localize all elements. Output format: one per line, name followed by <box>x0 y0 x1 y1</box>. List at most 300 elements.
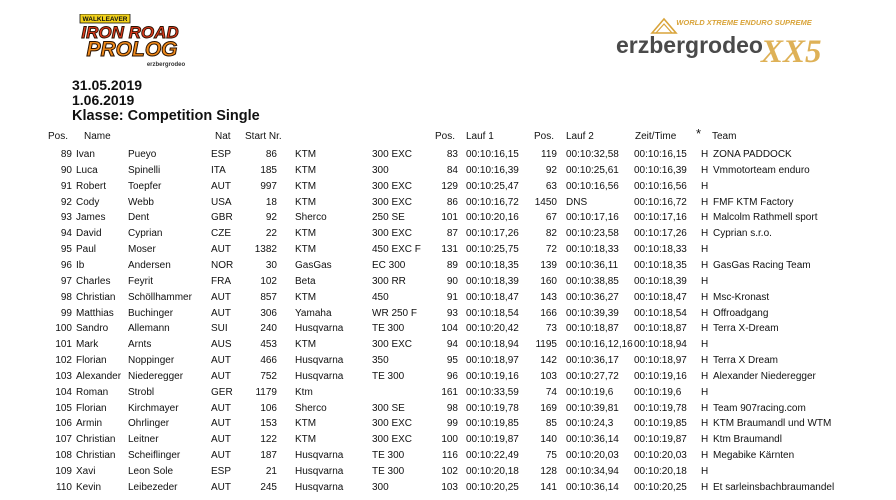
row-pos-lauf2: 140 <box>540 434 557 445</box>
row-model: 300 <box>372 165 389 176</box>
row-flag: H <box>701 212 709 223</box>
row-position: 100 <box>55 323 72 334</box>
row-first-name: Ivan <box>76 149 95 160</box>
row-model: 450 <box>372 292 389 303</box>
row-brand: KTM <box>295 197 317 208</box>
row-best-time: 00:10:18,87 <box>634 323 687 334</box>
row-start-number: 857 <box>260 292 277 303</box>
row-brand: KTM <box>295 228 317 239</box>
row-nation: FRA <box>211 276 231 287</box>
row-position: 104 <box>55 387 72 398</box>
row-pos-lauf1: 91 <box>446 292 458 303</box>
row-first-name: Florian <box>76 403 107 414</box>
row-nation: GBR <box>211 212 233 223</box>
row-last-name: Spinelli <box>128 165 161 176</box>
row-flag: H <box>701 292 709 303</box>
row-last-name: Ohrlinger <box>128 418 170 429</box>
row-last-name: Toepfer <box>128 181 162 192</box>
row-last-name: Leitner <box>128 434 159 445</box>
row-nation: AUT <box>211 482 231 493</box>
row-first-name: Mark <box>76 339 99 350</box>
row-first-name: Alexander <box>76 371 122 382</box>
row-time-lauf2: 00:10:19,6 <box>566 387 614 398</box>
row-last-name: Scheiflinger <box>128 450 181 461</box>
row-nation: AUT <box>211 403 231 414</box>
row-last-name: Pueyo <box>128 149 157 160</box>
row-time-lauf1: 00:10:22,49 <box>466 450 519 461</box>
row-time-lauf1: 00:10:20,42 <box>466 323 519 334</box>
row-pos-lauf1: 94 <box>446 339 458 350</box>
erzbergrodeo-logo <box>612 14 827 72</box>
row-first-name: Florian <box>76 355 107 366</box>
row-time-lauf1: 00:10:20,18 <box>466 466 519 477</box>
row-start-number: 106 <box>260 403 277 414</box>
row-position: 93 <box>60 212 72 223</box>
row-position: 101 <box>55 339 72 350</box>
row-start-number: 466 <box>260 355 277 366</box>
row-best-time: 00:10:18,33 <box>634 244 687 255</box>
row-pos-lauf1: 131 <box>441 244 458 255</box>
row-time-lauf2: 00:10:36,14 <box>566 434 619 445</box>
row-team: Malcolm Rathmell sport <box>713 212 818 223</box>
row-pos-lauf2: 1450 <box>534 197 557 208</box>
row-pos-lauf2: 72 <box>545 244 557 255</box>
row-start-number: 187 <box>260 450 277 461</box>
row-pos-lauf2: 74 <box>545 387 557 398</box>
row-last-name: Moser <box>128 244 156 255</box>
row-model: WR 250 F <box>372 308 418 319</box>
row-flag: H <box>701 244 709 255</box>
row-time-lauf1: 00:10:19,78 <box>466 403 519 414</box>
row-time-lauf1: 00:10:25,75 <box>466 244 519 255</box>
row-brand: Sherco <box>295 403 327 414</box>
row-flag: H <box>701 276 709 287</box>
row-first-name: Cody <box>76 197 100 208</box>
col-start: Start Nr. <box>245 131 282 142</box>
row-model: 300 EXC <box>372 434 413 445</box>
col-star: * <box>696 126 702 141</box>
row-pos-lauf2: 142 <box>540 355 557 366</box>
row-time-lauf2: 00:10:24,3 <box>566 418 614 429</box>
row-position: 109 <box>55 466 72 477</box>
row-best-time: 00:10:20,25 <box>634 482 687 493</box>
row-time-lauf1: 00:10:16,72 <box>466 197 519 208</box>
row-position: 95 <box>60 244 72 255</box>
row-first-name: Matthias <box>76 308 114 319</box>
row-time-lauf1: 00:10:18,97 <box>466 355 519 366</box>
row-first-name: Roman <box>76 387 109 398</box>
row-pos-lauf1: 116 <box>442 450 458 461</box>
row-pos-lauf2: 92 <box>545 165 557 176</box>
row-flag: H <box>701 339 709 350</box>
row-time-lauf2: 00:10:39,39 <box>566 308 619 319</box>
row-team: Team 907racing.com <box>713 403 806 414</box>
class-title: Klasse: Competition Single <box>72 108 260 124</box>
row-model: 300 SE <box>372 403 405 414</box>
row-nation: AUT <box>211 450 231 461</box>
row-time-lauf1: 00:10:19,85 <box>466 418 519 429</box>
row-model: 450 EXC F <box>372 244 421 255</box>
row-first-name: Xavi <box>76 466 96 477</box>
row-team: KTM Braumandl und WTM <box>713 418 832 429</box>
row-nation: AUT <box>211 371 231 382</box>
row-nation: AUS <box>211 339 232 350</box>
row-position: 94 <box>60 228 72 239</box>
row-best-time: 00:10:20,03 <box>634 450 687 461</box>
row-team: Alexander Niederegger <box>713 371 816 382</box>
col-pos-lauf2: Pos. <box>534 131 555 142</box>
row-first-name: David <box>76 228 102 239</box>
row-brand: KTM <box>295 418 317 429</box>
row-position: 108 <box>55 450 72 461</box>
row-best-time: 00:10:19,16 <box>634 371 687 382</box>
row-model: TE 300 <box>372 371 405 382</box>
row-last-name: Schöllhammer <box>128 292 192 303</box>
row-start-number: 752 <box>260 371 277 382</box>
row-time-lauf2: 00:10:39,81 <box>566 403 619 414</box>
row-pos-lauf1: 101 <box>441 212 458 223</box>
row-first-name: Christian <box>76 434 116 445</box>
row-first-name: Armin <box>76 418 103 429</box>
row-first-name: James <box>76 212 106 223</box>
row-pos-lauf2: 119 <box>541 149 557 160</box>
row-pos-lauf2: 166 <box>540 308 557 319</box>
date-2: 1.06.2019 <box>72 92 135 108</box>
row-pos-lauf1: 83 <box>446 149 458 160</box>
row-pos-lauf1: 84 <box>446 165 458 176</box>
row-model: EC 300 <box>372 260 406 271</box>
row-first-name: Christian <box>76 292 116 303</box>
row-nation: AUT <box>211 292 231 303</box>
row-flag: H <box>701 323 709 334</box>
row-model: 300 <box>372 482 389 493</box>
row-start-number: 122 <box>260 434 277 445</box>
row-start-number: 245 <box>260 482 277 493</box>
row-nation: AUT <box>211 308 231 319</box>
row-flag: H <box>701 371 709 382</box>
row-brand: KTM <box>295 165 317 176</box>
row-pos-lauf2: 128 <box>540 466 557 477</box>
row-last-name: Leibezeder <box>128 482 178 493</box>
row-pos-lauf1: 129 <box>441 181 458 192</box>
row-team: Offroadgang <box>713 308 769 319</box>
row-nation: AUT <box>211 418 231 429</box>
row-best-time: 00:10:17,16 <box>634 212 687 223</box>
row-time-lauf2: 00:10:38,85 <box>566 276 619 287</box>
svg-text:WALKLEAVER: WALKLEAVER <box>82 16 128 23</box>
row-time-lauf2: 00:10:36,27 <box>566 292 619 303</box>
svg-text:WORLD XTREME ENDURO SUPREME: WORLD XTREME ENDURO SUPREME <box>676 18 812 27</box>
row-time-lauf2: 00:10:36,14 <box>566 482 619 493</box>
row-brand: Husqvarna <box>295 466 344 477</box>
row-brand: KTM <box>295 339 317 350</box>
row-time-lauf1: 00:10:17,26 <box>466 228 519 239</box>
row-brand: Husqvarna <box>295 482 344 493</box>
row-brand: Sherco <box>295 212 327 223</box>
row-best-time: 00:10:18,94 <box>634 339 687 350</box>
row-team: Cyprian s.r.o. <box>713 228 772 239</box>
svg-text:PROLOG: PROLOG <box>86 38 178 61</box>
row-pos-lauf1: 95 <box>446 355 458 366</box>
row-pos-lauf2: 103 <box>540 371 557 382</box>
col-pos-lauf1: Pos. <box>435 131 456 142</box>
row-team: Et sarleinsbachbraumandel <box>713 482 835 493</box>
row-model: 300 EXC <box>372 181 413 192</box>
row-model: 300 EXC <box>372 197 413 208</box>
row-pos-lauf1: 99 <box>446 418 458 429</box>
row-position: 91 <box>60 181 72 192</box>
row-position: 107 <box>55 434 72 445</box>
svg-text:erzbergrodeo: erzbergrodeo <box>616 32 763 58</box>
row-first-name: Paul <box>76 244 97 255</box>
row-start-number: 1179 <box>255 387 277 398</box>
row-team: Terra X-Dream <box>713 323 779 334</box>
row-time-lauf2: 00:10:16,56 <box>566 181 619 192</box>
row-model: 350 <box>372 355 389 366</box>
row-flag: H <box>701 308 709 319</box>
svg-text:IRON ROAD: IRON ROAD <box>81 23 179 42</box>
row-position: 89 <box>60 149 72 160</box>
row-flag: H <box>701 228 709 239</box>
row-last-name: Dent <box>128 212 150 223</box>
row-position: 97 <box>60 276 72 287</box>
row-nation: SUI <box>211 323 228 334</box>
row-last-name: Niederegger <box>128 371 184 382</box>
row-pos-lauf1: 87 <box>446 228 458 239</box>
row-nation: ESP <box>211 466 232 477</box>
row-first-name: Charles <box>76 276 111 287</box>
row-pos-lauf2: 139 <box>540 260 557 271</box>
row-time-lauf2: 00:10:34,94 <box>566 466 619 477</box>
row-first-name: Ib <box>76 260 85 271</box>
row-best-time: 00:10:19,6 <box>634 387 682 398</box>
row-brand: GasGas <box>295 260 332 271</box>
row-last-name: Leon Sole <box>128 466 174 477</box>
row-time-lauf1: 00:10:16,39 <box>466 165 519 176</box>
row-time-lauf1: 00:10:25,47 <box>466 181 519 192</box>
row-position: 106 <box>55 418 72 429</box>
row-model: 300 RR <box>372 276 406 287</box>
row-last-name: Strobl <box>128 387 155 398</box>
row-position: 103 <box>55 371 72 382</box>
row-best-time: 00:10:19,78 <box>634 403 687 414</box>
row-flag: H <box>701 197 709 208</box>
row-last-name: Arnts <box>128 339 152 350</box>
row-pos-lauf1: 93 <box>446 308 458 319</box>
row-flag: H <box>701 418 709 429</box>
row-time-lauf1: 00:10:20,16 <box>466 212 519 223</box>
row-brand: Husqvarna <box>295 371 344 382</box>
row-start-number: 18 <box>265 197 277 208</box>
col-lauf2: Lauf 2 <box>566 131 594 142</box>
row-brand: KTM <box>295 434 317 445</box>
row-start-number: 306 <box>260 308 277 319</box>
row-pos-lauf2: 160 <box>540 276 557 287</box>
row-time-lauf1: 00:10:19,87 <box>466 434 519 445</box>
row-last-name: Allemann <box>128 323 170 334</box>
row-model: TE 300 <box>372 450 405 461</box>
row-start-number: 453 <box>260 339 277 350</box>
row-brand: KTM <box>295 292 317 303</box>
row-nation: USA <box>211 197 232 208</box>
row-start-number: 22 <box>265 228 277 239</box>
row-time-lauf1: 00:10:18,47 <box>466 292 519 303</box>
row-best-time: 00:10:18,97 <box>634 355 687 366</box>
row-pos-lauf2: 169 <box>540 403 557 414</box>
row-team: Terra X Dream <box>713 355 779 366</box>
row-time-lauf2: 00:10:25,61 <box>566 165 619 176</box>
svg-text:erzbergrodeo: erzbergrodeo <box>146 62 186 68</box>
row-brand: Ktm <box>295 387 313 398</box>
row-brand: Yamaha <box>295 308 332 319</box>
row-time-lauf2: 00:10:36,11 <box>566 260 619 271</box>
col-lauf1: Lauf 1 <box>466 131 494 142</box>
row-model: 300 EXC <box>372 418 413 429</box>
row-time-lauf1: 00:10:18,35 <box>466 260 519 271</box>
row-pos-lauf1: 104 <box>441 323 458 334</box>
row-last-name: Buchinger <box>128 308 174 319</box>
row-brand: Husqvarna <box>295 355 344 366</box>
row-team: Msc-Kronast <box>713 292 770 303</box>
row-time-lauf1: 00:10:33,59 <box>466 387 519 398</box>
row-best-time: 00:10:17,26 <box>634 228 687 239</box>
row-nation: NOR <box>211 260 234 271</box>
row-model: 250 SE <box>372 212 405 223</box>
row-pos-lauf1: 96 <box>446 371 458 382</box>
row-time-lauf2: DNS <box>566 197 588 208</box>
col-team: Team <box>712 131 737 142</box>
col-nat: Nat <box>215 131 231 142</box>
row-model: 300 EXC <box>372 339 413 350</box>
row-brand: Husqvarna <box>295 450 344 461</box>
col-name: Name <box>84 131 111 142</box>
row-time-lauf1: 00:10:18,94 <box>466 339 519 350</box>
row-first-name: Robert <box>76 181 107 192</box>
row-team: GasGas Racing Team <box>713 260 811 271</box>
row-team: Ktm Braumandl <box>713 434 782 445</box>
row-position: 99 <box>60 308 72 319</box>
row-last-name: Noppinger <box>128 355 175 366</box>
row-pos-lauf2: 82 <box>545 228 557 239</box>
row-flag: H <box>701 149 709 160</box>
row-pos-lauf2: 73 <box>545 323 557 334</box>
row-pos-lauf2: 143 <box>540 292 557 303</box>
row-position: 105 <box>55 403 72 414</box>
row-pos-lauf2: 85 <box>545 418 557 429</box>
row-time-lauf2: 00:10:23,58 <box>566 228 619 239</box>
row-start-number: 997 <box>260 181 277 192</box>
row-best-time: 00:10:18,39 <box>634 276 687 287</box>
iron-road-prolog-logo <box>70 14 188 68</box>
row-brand: KTM <box>295 244 317 255</box>
row-last-name: Cyprian <box>128 228 163 239</box>
row-best-time: 00:10:19,87 <box>634 434 687 445</box>
row-flag: H <box>701 165 709 176</box>
row-pos-lauf2: 67 <box>545 212 557 223</box>
row-pos-lauf2: 63 <box>545 181 557 192</box>
row-time-lauf2: 00:10:36,17 <box>566 355 619 366</box>
row-pos-lauf1: 90 <box>446 276 458 287</box>
row-start-number: 185 <box>260 165 277 176</box>
row-first-name: Sandro <box>76 323 109 334</box>
row-best-time: 00:10:16,15 <box>634 149 687 160</box>
row-brand: KTM <box>295 181 317 192</box>
row-time-lauf1: 00:10:19,16 <box>466 371 519 382</box>
row-time-lauf2: 00:10:32,58 <box>566 149 619 160</box>
col-zeit: Zeit/Time <box>635 131 677 142</box>
row-flag: H <box>701 434 709 445</box>
row-position: 90 <box>60 165 72 176</box>
row-nation: AUT <box>211 434 231 445</box>
row-time-lauf1: 00:10:16,15 <box>466 149 519 160</box>
row-pos-lauf2: 1195 <box>535 339 557 350</box>
row-flag: H <box>701 403 709 414</box>
row-start-number: 92 <box>265 212 277 223</box>
row-start-number: 21 <box>265 466 277 477</box>
row-brand: Beta <box>295 276 316 287</box>
row-best-time: 00:10:20,18 <box>634 466 687 477</box>
row-last-name: Kirchmayer <box>128 403 179 414</box>
row-pos-lauf1: 86 <box>446 197 458 208</box>
row-pos-lauf1: 102 <box>441 466 458 477</box>
row-time-lauf2: 00:10:17,16 <box>566 212 619 223</box>
row-best-time: 00:10:19,85 <box>634 418 687 429</box>
row-flag: H <box>701 466 709 477</box>
row-time-lauf2: 00:10:27,72 <box>566 371 619 382</box>
row-team: Vmmotorteam enduro <box>713 165 810 176</box>
row-start-number: 153 <box>260 418 277 429</box>
row-best-time: 00:10:18,54 <box>634 308 687 319</box>
row-nation: CZE <box>211 228 231 239</box>
row-pos-lauf1: 103 <box>441 482 458 493</box>
row-time-lauf2: 00:10:18,87 <box>566 323 619 334</box>
row-time-lauf2: 00:10:18,33 <box>566 244 619 255</box>
row-position: 102 <box>55 355 72 366</box>
row-flag: H <box>701 387 709 398</box>
row-position: 110 <box>56 482 72 493</box>
row-start-number: 102 <box>260 276 277 287</box>
row-team: ZONA PADDOCK <box>713 149 792 160</box>
row-time-lauf2: 00:10:20,03 <box>566 450 619 461</box>
row-pos-lauf2: 75 <box>545 450 557 461</box>
row-start-number: 30 <box>265 260 277 271</box>
row-nation: ESP <box>211 149 232 160</box>
row-nation: AUT <box>211 244 231 255</box>
row-flag: H <box>701 355 709 366</box>
row-nation: GER <box>211 387 233 398</box>
row-position: 96 <box>60 260 72 271</box>
row-flag: H <box>701 482 709 493</box>
row-pos-lauf1: 100 <box>441 434 458 445</box>
row-pos-lauf1: 89 <box>446 260 458 271</box>
row-team: Megabike Kärnten <box>713 450 795 461</box>
col-pos: Pos. <box>48 131 69 142</box>
row-last-name: Webb <box>128 197 154 208</box>
date-1: 31.05.2019 <box>72 77 143 93</box>
row-time-lauf1: 00:10:18,54 <box>466 308 519 319</box>
row-best-time: 00:10:16,72 <box>634 197 687 208</box>
row-pos-lauf1: 98 <box>446 403 458 414</box>
row-last-name: Andersen <box>128 260 171 271</box>
row-position: 98 <box>60 292 72 303</box>
row-model: TE 300 <box>372 466 405 477</box>
row-time-lauf1: 00:10:20,25 <box>466 482 519 493</box>
row-flag: H <box>701 181 709 192</box>
row-best-time: 00:10:18,47 <box>634 292 687 303</box>
row-pos-lauf1: 161 <box>441 387 458 398</box>
row-model: 300 EXC <box>372 228 413 239</box>
svg-text:XX5: XX5 <box>761 34 822 70</box>
